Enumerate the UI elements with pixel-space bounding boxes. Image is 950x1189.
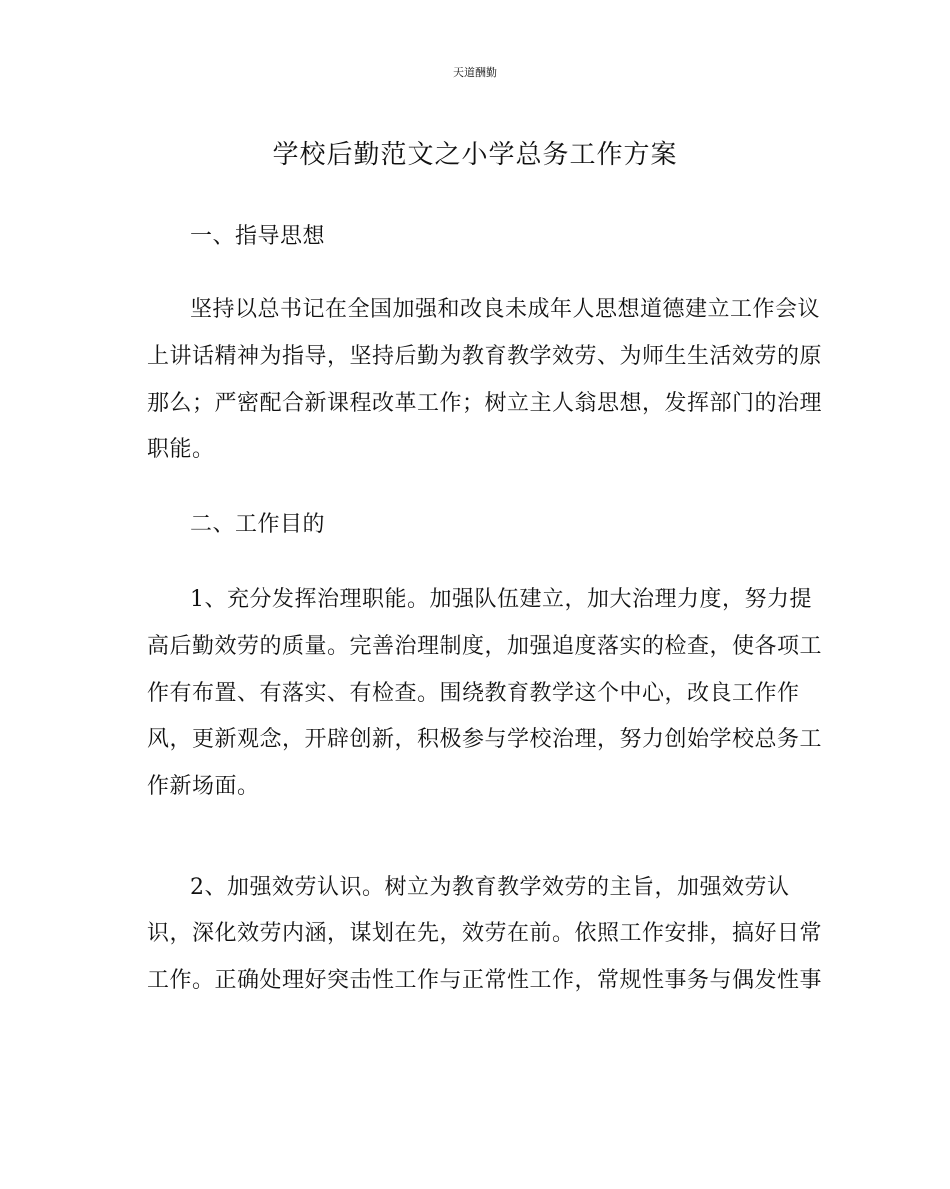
paragraph-line: 职能。: [147, 437, 215, 462]
paragraph-line: 2、加强效劳认识。树立为教育教学效劳的主旨，加强效劳认: [190, 875, 790, 900]
section-heading: 二、工作目的: [190, 512, 326, 537]
paragraph-line: 作新场面。: [147, 774, 260, 799]
section-heading: 一、指导思想: [190, 224, 326, 249]
paragraph-line: 工作。正确处理好突击性工作与正常性工作，常规性事务与偶发性事: [147, 968, 823, 993]
paragraph-line: 坚持以总书记在全国加强和改良未成年人思想道德建立工作会议: [190, 297, 821, 322]
paragraph-line: 高后勤效劳的质量。完善治理制度，加强追度落实的检查，使各项工: [147, 634, 823, 659]
paragraph-line: 作有布置、有落实、有检查。围绕教育教学这个中心，改良工作作: [147, 681, 800, 706]
document-title: 学校后勤范文之小学总务工作方案: [272, 140, 678, 170]
page-header: 天道酬勤: [453, 66, 497, 79]
paragraph-line: 识，深化效劳内涵，谋划在先，效劳在前。依照工作安排，搞好日常: [147, 921, 823, 946]
paragraph-line: 那么；严密配合新课程改革工作；树立主人翁思想，发挥部门的治理: [147, 391, 823, 416]
paragraph-line: 1、充分发挥治理职能。加强队伍建立，加大治理力度，努力提: [190, 587, 812, 612]
paragraph-line: 风，更新观念，开辟创新，积极参与学校治理，努力创始学校总务工: [147, 727, 823, 752]
paragraph-line: 上讲话精神为指导，坚持后勤为教育教学效劳、为师生生活效劳的原: [147, 344, 823, 369]
